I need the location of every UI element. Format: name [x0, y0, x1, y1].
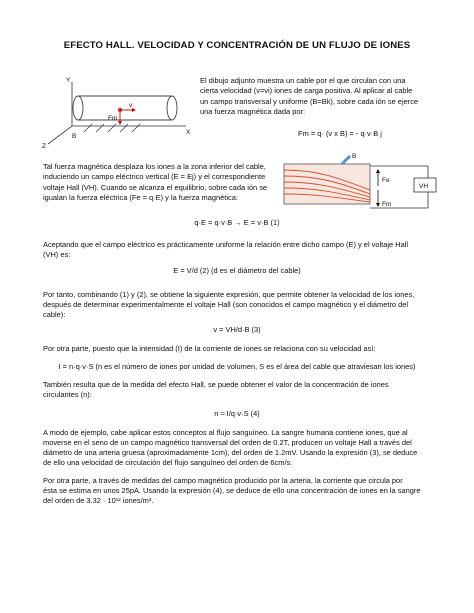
cable-end-left: [73, 96, 83, 120]
combine-paragraph: [43, 290, 443, 320]
final-line: ésta se estima en unos 25pA. Usando la expresión (4), se deduce de ello una concentración de iones en la sangre: [43, 486, 421, 495]
intro-line: una fuerza magnética dada por:: [200, 106, 306, 116]
z-axis: [48, 126, 72, 144]
combine-line: cable):: [43, 310, 66, 319]
b-label: B: [352, 153, 357, 160]
intro-line: El dibujo adjunto muestra un cable por el que circulan con una: [200, 76, 406, 85]
concentration-line: También resulta que de la medida del efecto Hall, se puede obtener el valor de la concentración de iones: [43, 380, 389, 389]
example-line: de ello una velocidad de circulación del flujo sanguíneo del orden de 6cm/s.: [43, 458, 293, 467]
concentration-line: circulantes (n):: [43, 390, 92, 399]
field-paragraph: [43, 240, 443, 260]
b-field-label: B: [72, 133, 77, 140]
intro-paragraph: [200, 76, 431, 117]
concentration-paragraph: [43, 380, 443, 400]
final-paragraph: [43, 476, 443, 506]
fe-label: Fe: [382, 177, 390, 184]
x-axis-label: X: [186, 129, 191, 136]
example-line: moverse en el seno de un campo magnético transversal del orden de 0.2T, producen un voltaje Hall a través del: [43, 438, 412, 447]
field-line: (VH) es:: [43, 250, 71, 259]
cable-end-right: [167, 96, 177, 120]
force-equation: Fm = q· (v x B) = - q·v·B j: [298, 129, 382, 138]
y-axis-label: Y: [66, 77, 71, 84]
hall-voltage-figure: [278, 150, 438, 216]
example-line: A modo de ejemplo, cabe aplicar estos conceptos al flujo sanguíneo. La sangre humana contiene iones, que al: [43, 428, 408, 437]
fm-label: Fm: [108, 115, 118, 122]
example-paragraph: [43, 428, 443, 468]
fm-label: Fm: [382, 201, 392, 208]
cable-axes-figure: [40, 74, 200, 150]
cable-outline: [78, 96, 172, 120]
fm-arrowhead: [376, 203, 380, 207]
b-field-arrows: [84, 124, 140, 132]
page-title: EFECTO HALL. VELOCIDAD Y CONCENTRACIÓN DE UN FLUJO DE IONES: [63, 40, 411, 51]
hall-paragraph: [43, 162, 276, 203]
equation-1: q·E = q·v·B → E = v·B (1): [194, 218, 280, 227]
hall-line: Tal fuerza magnética desplaza los iones a la zona inferior del cable,: [43, 162, 266, 171]
combine-line: Por tanto, combinando (1) y (2), se obtiene la siguiente expresión, que permite obtener la velocidad de los iones,: [43, 290, 415, 299]
current-paragraph: Por otra parte, puesto que la intensidad (I) de la corriente de iones se relaciona con su velocidad así:: [43, 344, 376, 353]
equation-3: v = VH/d·B (3): [213, 325, 261, 334]
hall-line: voltaje Hall (VH). Cuando se alcanza el equilibrio, sobre cada ión se: [43, 182, 268, 192]
current-equation: I = n·q·v·S (n es el número de iones por unidad de volumen, S es el área del cable que atraviesan los iones): [58, 362, 416, 371]
intro-line: cierta velocidad (v=vi) iones de carga positiva. Al aplicar al cable: [200, 86, 413, 96]
fm-arrowhead: [118, 121, 122, 125]
equation-2: E = V/d (2) (d es el diámetro del cable): [173, 266, 301, 275]
z-axis-label: Z: [42, 143, 46, 150]
velocity-label: v: [129, 102, 133, 109]
hall-line: induciendo un campo eléctrico vertical (E = Ej) y el correspondiente: [43, 172, 266, 182]
equation-4: n ≈ I/q·v·S (4): [214, 409, 260, 418]
fe-arrowhead: [376, 169, 380, 173]
b-field-arrow: [342, 156, 350, 164]
field-line: Aceptando que el campo eléctrico es prácticamente uniforme la relación entre dicho campo (E) y el voltaje Hall: [43, 240, 409, 249]
final-line: del orden de 3.32 · 10¹² iones/m³.: [43, 496, 154, 505]
velocity-arrowhead: [132, 108, 136, 112]
example-line: diámetro de una arteria gruesa (aproximadamente 1cm), del orden de 1.2mV. Usando la expresión (3), se deduce: [43, 448, 418, 457]
intro-line: un campo transversal y uniforme (B=Bk), sobre cada ión se ejerce: [200, 96, 419, 106]
combine-line: después de determinar experimentalmente el voltaje Hall (son conocidos el campo magnético y el diámetro del: [43, 300, 409, 309]
final-line: Por otra parte, a través de medidas del campo magnético producido por la arteria, la corriente que circula por: [43, 476, 403, 485]
hall-line: igualan la fuerza eléctrica (Fe = q·E) y la fuerza magnética:: [43, 192, 238, 202]
vh-label: VH: [419, 183, 429, 190]
